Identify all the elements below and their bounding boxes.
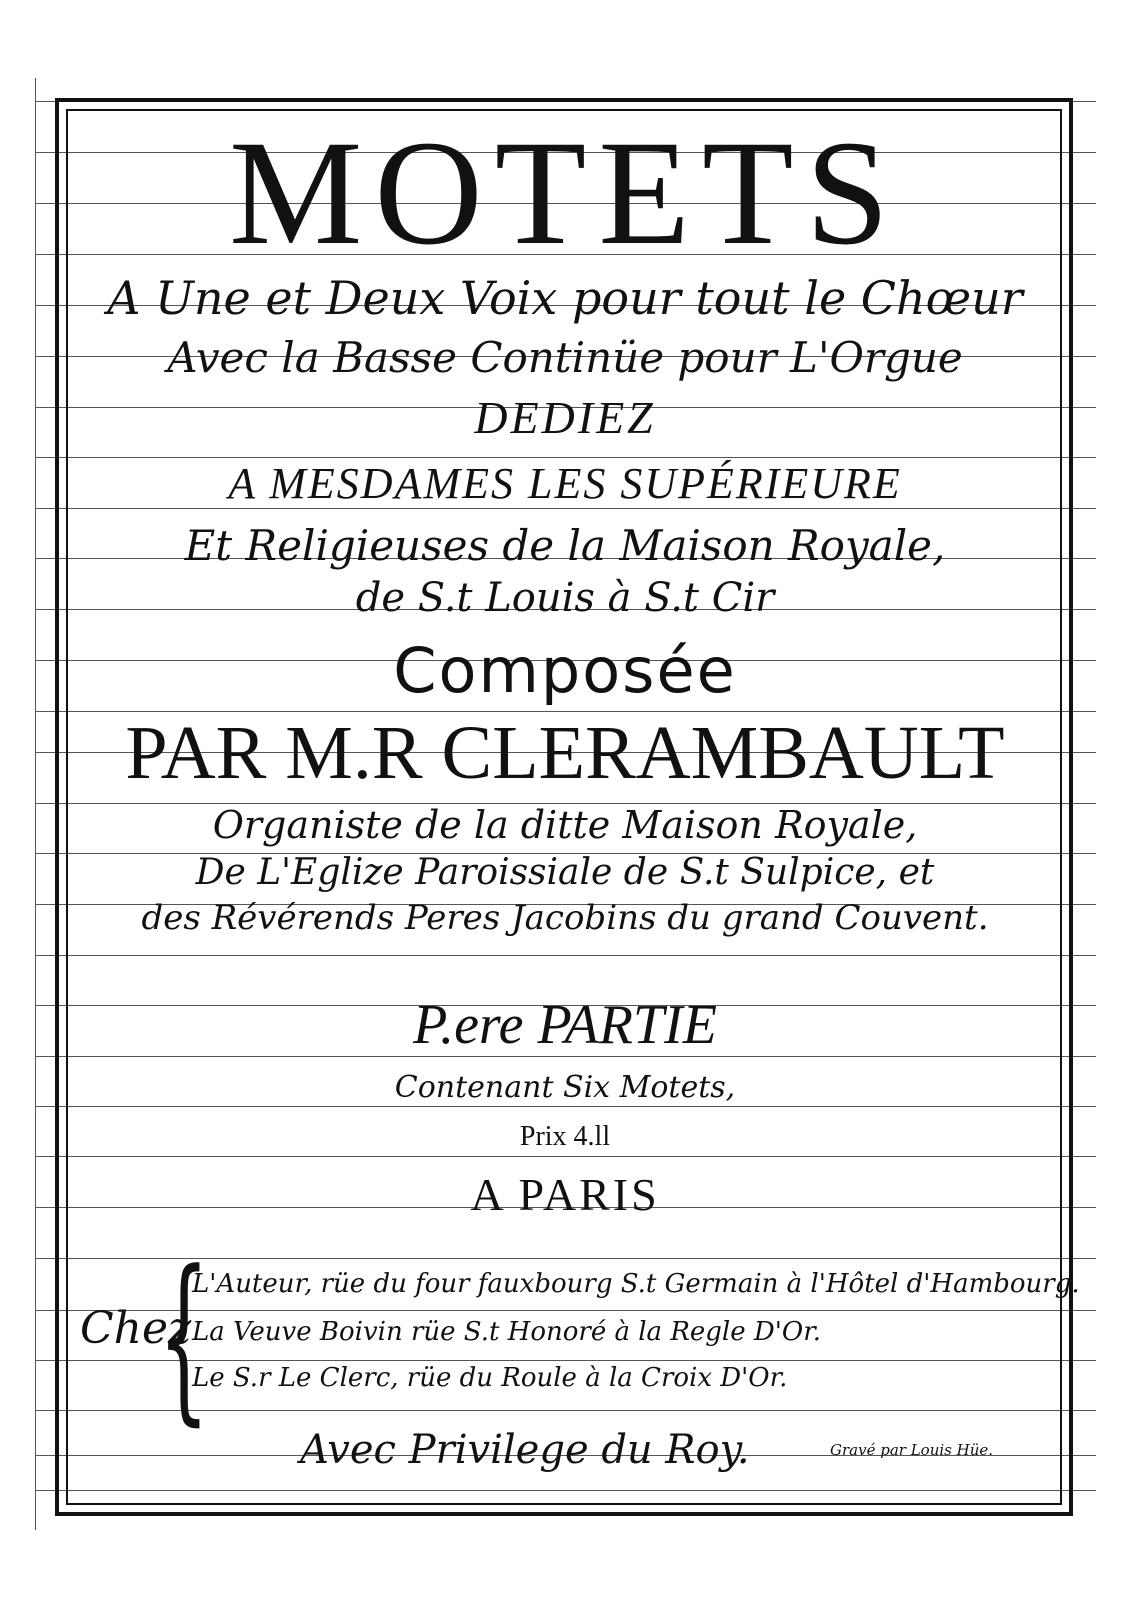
dedication-line-3: de S.t Louis à S.t Cir [355, 575, 775, 621]
privilege-line: Avec Privilege du Roy. [300, 1427, 750, 1473]
engraver-credit: Gravé par Louis Hüe. [830, 1441, 994, 1459]
seller-address-1: L'Auteur, rüe du four fauxbourg S.t Germain à l'Hôtel d'Hambourg. [192, 1269, 1080, 1299]
curly-brace-icon: { [158, 1233, 210, 1442]
sellers-block [72, 1233, 1080, 1442]
subtitle-line-1: A Une et Deux Voix pour tout le Chœur [107, 271, 1023, 325]
page-title: MOTETS [229, 110, 901, 276]
author-title-1: Organiste de la ditte Maison Royale, [212, 803, 918, 847]
part-heading: P.ere PARTIE [413, 994, 717, 1056]
subtitle-line-2: Avec la Basse Continüe pour L'Orgue [167, 333, 963, 382]
dedication-line-2: Et Religieuses de la Maison Royale, [184, 521, 946, 570]
seller-address-3: Le S.r Le Clerc, rüe du Roule à la Croix D'Or. [192, 1363, 788, 1393]
dedication-line-1: A MESDAMES LES SUPÉRIEURE [228, 459, 902, 508]
author-title-2: De L'Eglize Paroissiale de S.t Sulpice, et [195, 852, 935, 893]
city-line: A PARIS [470, 1169, 660, 1220]
author-title-3: des Révérends Peres Jacobins du grand Couvent. [141, 898, 989, 938]
composed-label: Composée [393, 634, 737, 707]
author-name: PAR M.R CLERAMBAULT [125, 711, 1005, 795]
price-line: Prix 4.ll [519, 1121, 611, 1152]
sellers-label: Chez [80, 1303, 192, 1354]
dedication-heading: DEDIEZ [474, 392, 656, 443]
seller-address-2: La Veuve Boivin rüe S.t Honoré à la Regle D'Or. [192, 1317, 822, 1347]
contents-line: Contenant Six Motets, [394, 1070, 736, 1105]
left-margin-line [35, 78, 36, 1530]
